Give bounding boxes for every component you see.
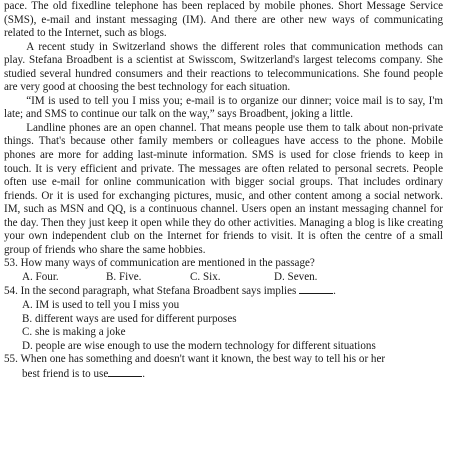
- question-53-stem: 53. How many ways of communication are mentioned in the passage?: [4, 257, 315, 270]
- question-54-blank: [299, 284, 333, 294]
- question-54-option-b: B. different ways are used for different purposes: [22, 312, 237, 325]
- question-53-option-d: D. Seven.: [274, 270, 318, 283]
- question-54-stem-end: .: [333, 285, 336, 298]
- passage-paragraph-1: pace. The old fixedline telephone has been replaced by mobile phones. Short Message Service (SMS), e-mail and instant messaging (IM). And there are other new ways of communicating related to the Internet, such as blogs.: [4, 0, 443, 40]
- question-53-option-b: B. Five.: [106, 270, 142, 283]
- question-54-option-d: D. people are wise enough to use the modern technology for different situations: [22, 339, 376, 352]
- question-54-option-a: A. IM is used to tell you I miss you: [22, 299, 180, 312]
- question-55-blank: [108, 367, 142, 377]
- question-55-stem: 55. When one has something and doesn't want it known, the best way to tell his or her: [4, 353, 386, 366]
- question-53-options: [4, 271, 443, 285]
- question-55-stem-continued-line: [4, 367, 443, 382]
- question-54-option-c: C. she is making a joke: [22, 326, 126, 339]
- question-55-stem-end: .: [142, 367, 146, 380]
- passage-paragraph-4: Landline phones are an open channel. That means people use them to talk about non-private things. That's because other family members or colleagues have access to the phone. Mobile phones are more for adding last-minute information. SMS is used for close friends to keep in touch. It is very efficient and private. The messages are often related to personal secrets. People often use e-mail for online communication with bigger social groups. That includes ordinary friends. Or it is used for exchanging pictures, music, and other content among a social network. IM, such as MSN and QQ, is a continuous channel. Users open an instant messaging channel for the day. Then they just keep it open while they do other activities. Managing a blog is like creating your own independent club on the Internet for friends to visit. It is often the centre of a small group of friends who share the same hobbies.: [4, 121, 443, 256]
- question-53-option-c: C. Six.: [190, 270, 221, 283]
- question-55-stem-continued: best friend is to use: [22, 367, 109, 380]
- passage-paragraph-2: A recent study in Switzerland shows the different roles that communication methods can play. Stefana Broadbent is a scientist at Swisscom, Switzerland's largest telecoms company. She studied several hundred consumers and their reactions to telecommunications. She found people are very good at choosing the best technology for each situation.: [4, 40, 443, 94]
- question-53-option-a: A. Four.: [22, 270, 59, 283]
- question-54-stem-line: [4, 284, 443, 299]
- passage-paragraph-3: “IM is used to tell you I miss you; e-mail is to organize our dinner; voice mail is to say, I'm late; and SMS to continue our talk on the way,” says Broadbent, joking a little.: [4, 94, 443, 121]
- question-54-stem: 54. In the second paragraph, what Stefana Broadbent says implies: [4, 285, 297, 298]
